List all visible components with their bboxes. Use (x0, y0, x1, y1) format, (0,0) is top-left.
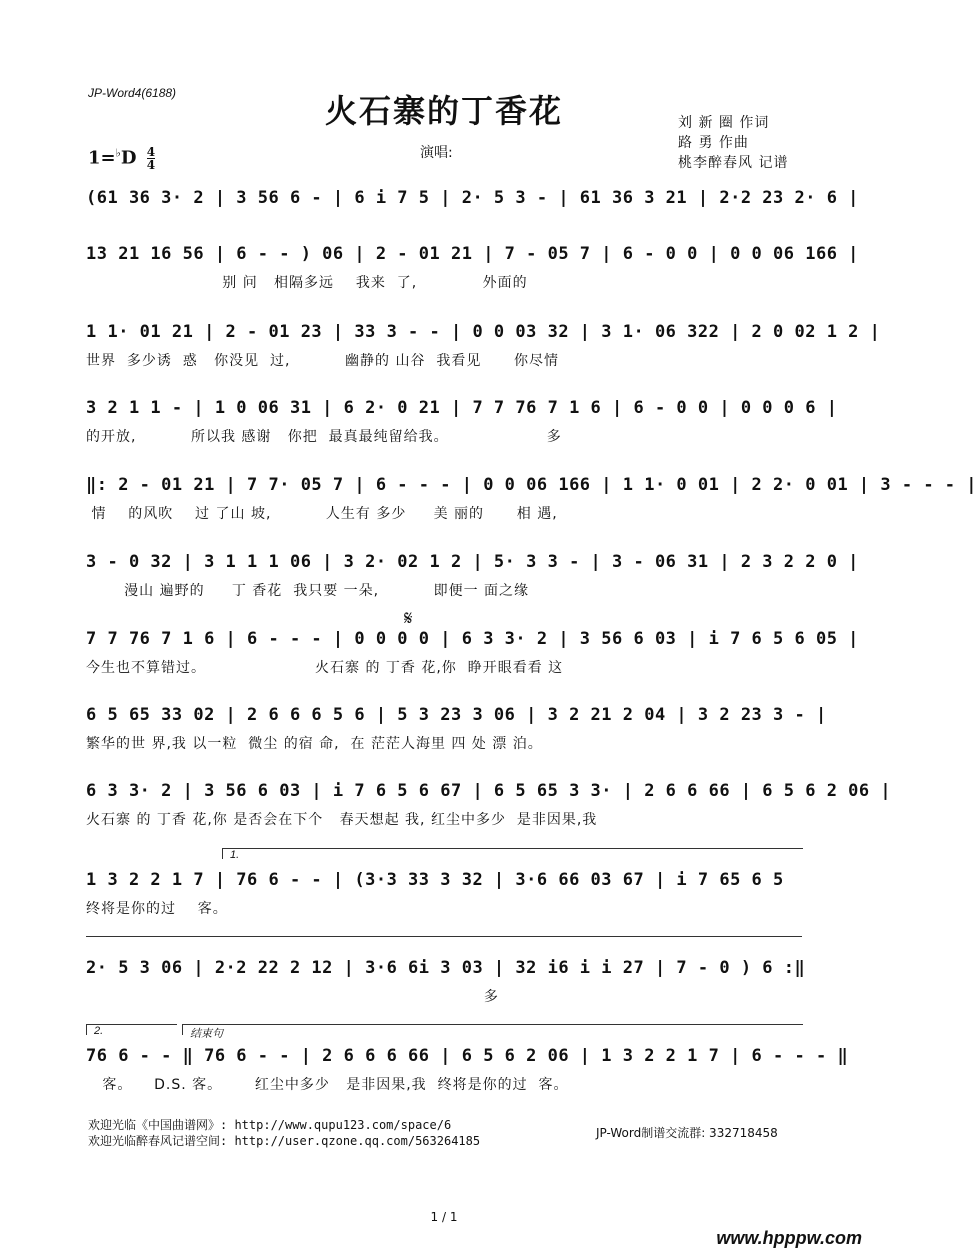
first-ending-label: 1. (230, 849, 240, 861)
site-watermark: www.hpppw.com (716, 1228, 862, 1248)
lyric-row-7: 今生也不算错过。 火石寨 的 丁香 花,你 睁开眼看看 这 (86, 660, 564, 676)
composer-credit: 路 勇 作曲 (678, 135, 749, 151)
score-row-9: 6 3 3· 2 | 3 56 6 03 | i 7 6 5 6 67 | 6 5 65 3 3· | 2 6 6 66 | 6 5 6 2 06 | (86, 781, 892, 801)
key-signature (88, 146, 155, 171)
score-row-1: (61 36 3· 2 | 3 56 6 - | 6 i 7 5 | 2· 5 3 - | 61 36 3 21 | 2·2 23 2· 6 | (86, 188, 859, 208)
lyric-row-5: 情 的风吹 过 了山 坡, 人生有 多少 美 丽的 相 遇, (86, 506, 558, 522)
lyric-row-11: 多 (86, 989, 499, 1005)
first-ending-bracket-cont (86, 936, 802, 947)
singer-label: 演唱: (420, 145, 453, 161)
meter-bottom: 4 (146, 158, 156, 172)
lyric-row-12: 客。 D.S. 客。 红尘中多少 是非因果,我 终将是你的过 客。 (86, 1077, 569, 1093)
segno-icon: 𝄋 (404, 606, 413, 630)
score-row-4: 3 2 1 1 - | 1 0 06 31 | 6 2· 0 21 | 7 7 76 7 1 6 | 6 - 0 0 | 0 0 0 6 | (86, 398, 838, 418)
footer-link-qzone[interactable]: 欢迎光临醉春风记谱空间: http://user.qzone.qq.com/563264185 (88, 1134, 481, 1148)
lyricist-credit: 刘 新 圈 作词 (678, 115, 770, 131)
lyric-row-6: 漫山 遍野的 丁 香花 我只要 一朵, 即便一 面之缘 (86, 583, 530, 599)
footer-link-qupu[interactable]: 欢迎光临《中国曲谱网》: http://www.qupu123.com/space/6 (88, 1118, 452, 1132)
page-number: 1 / 1 (430, 1210, 458, 1224)
score-row-12: 76 6 - - ‖ 76 6 - - | 2 6 6 6 66 | 6 5 6 2 06 | 1 3 2 2 1 7 | 6 - - - ‖ (86, 1046, 849, 1066)
score-row-2: 13 21 16 56 | 6 - - ) 06 | 2 - 01 21 | 7 - 05 7 | 6 - 0 0 | 0 0 06 166 | (86, 244, 859, 264)
version-label: JP-Word4(6188) (88, 86, 177, 100)
meter-top: 4 (146, 145, 156, 159)
score-row-6: 3 - 0 32 | 3 1 1 1 06 | 3 2· 02 1 2 | 5· 3 3 - | 3 - 06 31 | 2 3 2 2 0 | (86, 552, 859, 572)
lyric-row-8: 繁华的世 界,我 以一粒 微尘 的宿 命, 在 茫茫人海里 四 处 漂 泊。 (86, 736, 543, 752)
flat-icon: ♭ (115, 146, 121, 160)
coda-bracket (182, 1024, 803, 1035)
score-row-8: 6 5 65 33 02 | 2 6 6 6 5 6 | 5 3 23 3 06 | 3 2 21 2 04 | 3 2 23 3 - | (86, 705, 827, 725)
key-prefix: 1= (88, 147, 116, 169)
lyric-row-4: 的开放, 所以我 感谢 你把 最真最纯留给我。 多 (86, 429, 562, 445)
score-row-11: 2· 5 3 06 | 2·2 22 2 12 | 3·6 6i 3 03 | 32 i6 i i 27 | 7 - 0 ) 6 :‖ (86, 958, 806, 978)
transcriber-credit: 桃李醉春风 记谱 (678, 155, 789, 171)
lyric-row-3: 世界 多少诱 惑 你没见 过, 幽静的 山谷 我看见 你尽情 (86, 353, 560, 369)
footer-group: JP-Word制谱交流群: 332718458 (596, 1126, 778, 1140)
lyric-row-9: 火石寨 的 丁香 花,你 是否会在下个 春天想起 我, 红尘中多少 是非因果,我 (86, 812, 598, 828)
key-note: D (120, 147, 137, 169)
score-row-10: 1 3 2 2 1 7 | 76 6 - - | (3·3 33 3 32 | 3·6 66 03 67 | i 7 65 6 5 (86, 870, 784, 890)
second-ending-label: 2. (94, 1025, 104, 1037)
time-signature (147, 146, 155, 171)
score-row-7: 7 7 76 7 1 6 | 6 - - - | 0 0 0 0 | 6 3 3· 2 | 3 56 6 03 | i 7 6 5 6 05 | (86, 629, 859, 649)
coda-label: 结束句 (190, 1028, 223, 1040)
song-title: 火石寨的丁香花 (324, 92, 563, 130)
lyric-row-2: 别 问 相隔多远 我来 了, 外面的 (86, 275, 528, 291)
score-row-5: ‖: 2 - 01 21 | 7 7· 05 7 | 6 - - - | 0 0 06 166 | 1 1· 0 01 | 2 2· 0 01 | 3 - - - | (86, 475, 977, 495)
first-ending-bracket (222, 848, 803, 859)
score-row-3: 1 1· 01 21 | 2 - 01 23 | 33 3 - - | 0 0 03 32 | 3 1· 06 322 | 2 0 02 1 2 | (86, 322, 881, 342)
lyric-row-10: 终将是你的过 客。 (86, 901, 228, 917)
